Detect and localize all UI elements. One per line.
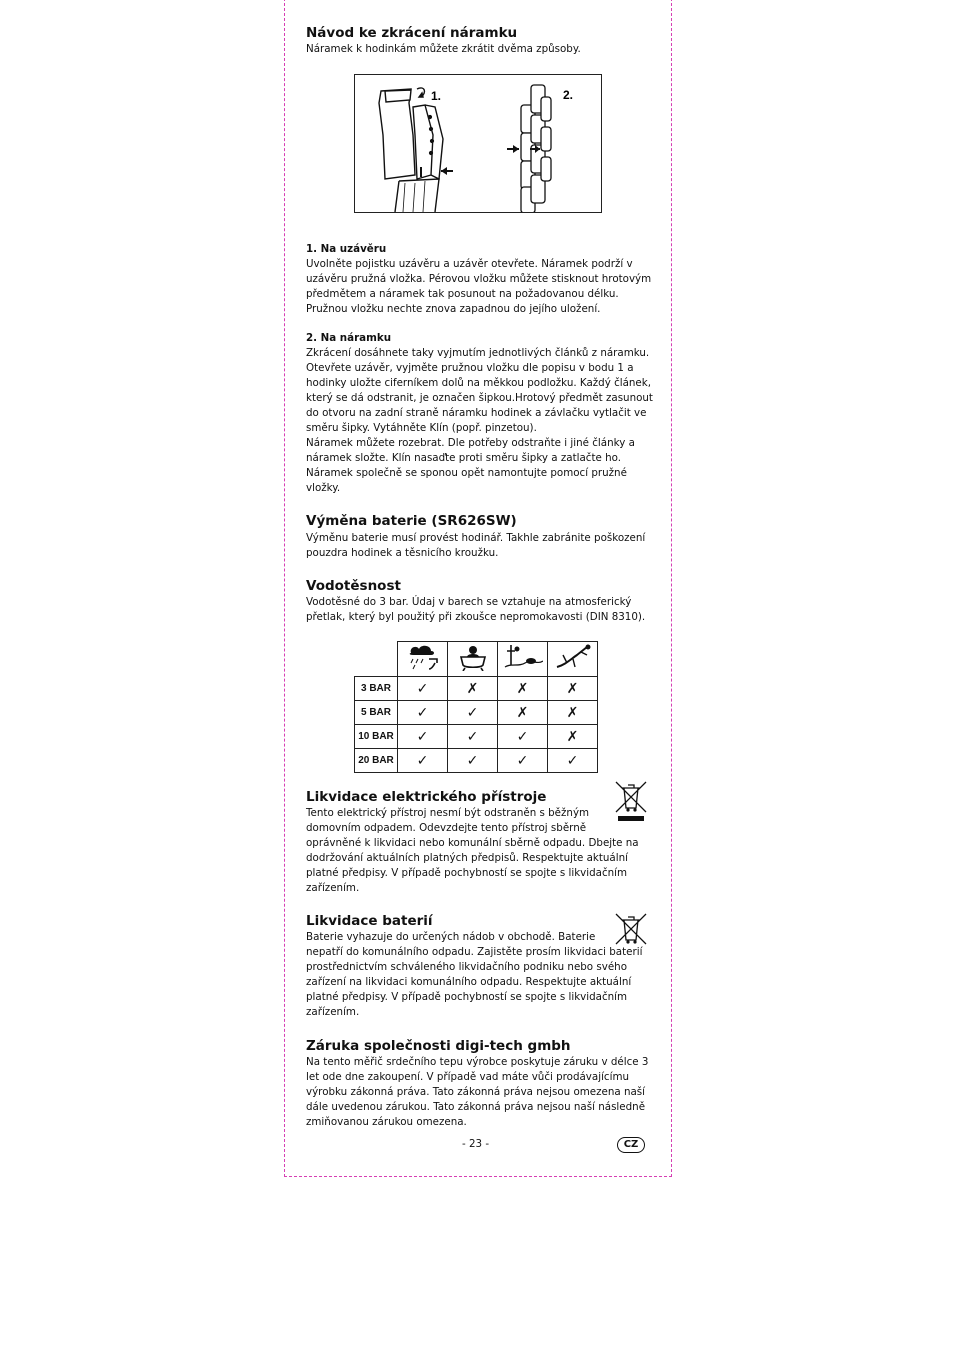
section-title-battery: Výměna baterie (SR626SW) xyxy=(306,513,517,529)
section-title-water-resistance: Vodotěsnost xyxy=(306,578,401,594)
section-body-battery-disposal: Baterie vyhazuje do určených nádob v obchodě. Baterie nepatří do komunálního odpadu. Zajistěte prosím likvidaci baterií prostřednictvím schváleného likvidačního podniku nebo svého zařízení na likvidaci komunálního odpadu. Respektujte aktuální platné předpisy. V případě pochybností se spojte s likvidačním zařízením. xyxy=(306,931,643,1018)
table-row: 5 BAR ✓ ✓ ✗ ✗ xyxy=(355,701,598,725)
table-row: 20 BAR ✓ ✓ ✓ ✓ xyxy=(355,749,598,773)
table-row: 10 BAR ✓ ✓ ✓ ✗ xyxy=(355,725,598,749)
subsection-body-clasp: Uvolněte pojistku uzávěru a uzávěr otevřete. Náramek podrží v uzávěru pružná vložka. Pérovou vložku můžete stisknout hrotovým předmětem a náramek tak posunout na požadovanou délku. Pružnou vložku nechte znova zapadnou do jejího uložení. xyxy=(306,258,652,315)
diving-icon xyxy=(548,642,598,677)
section-title-shorten-bracelet: Návod ke zkrácení náramku xyxy=(306,25,518,41)
bath-icon xyxy=(448,642,498,677)
swimming-icon xyxy=(498,642,548,677)
figure-label-2: 2. xyxy=(563,88,574,102)
section-title-battery-disposal: Likvidace baterií xyxy=(306,913,433,929)
section-body-battery: Výměnu baterie musí provést hodinář. Takhle zabránite poškození pouzdra hodinek a těsnicího kroužku. xyxy=(306,532,646,559)
subsection-body-bracelet: Zkrácení dosáhnete taky vyjmutím jednotlivých článků z náramku. Otevřete uzávěr, vyjměte pružnou vložku dle popisu v bodu 1 a hodinky uložte ciferníkem dolů na měkkou podložku. Každý článek, který se dá odstranit, je označen šipkou.Hrotový předmět zasunout do otvoru na zadní straně náramku hodinek a závlačku vytlačit ve směru šipky. Vytáhněte Klín (popř. pinzetou). Náramek můžete rozebrat. Dle potřeby odstraňte i jiné články a náramek složte. Klín nasaďte proti směru šipky a zatlačte ho. Náramek společně se sponou opět namontujte pomocí pružné vložky. xyxy=(306,347,653,494)
section-body-warranty: Na tento měřič srdečního tepu výrobce poskytuje záruku v délce 3 let ode dne zakoupení. V případě vad máte vůči prodávajícímu výrobku zákonná práva. Tato zákonná práva nejsou omezena naší dále uvedenou zárukou. Tato zákonná práva nejsou naší následně zmiňovanou zárukou omezena. xyxy=(306,1056,649,1128)
page-number: - 23 - xyxy=(462,1138,490,1150)
section-title-warranty: Záruka společnosti digi-tech gmbh xyxy=(306,1038,571,1054)
bracelet-diagram-svg xyxy=(355,75,601,212)
language-badge: CZ xyxy=(617,1137,645,1153)
section-body-electrical-disposal: Tento elektrický přístroj nesmí být odstraněn s běžným domovním odpadem. Odevzdejte tento přístroj sběrně oprávněné k likvidaci nebo komunální sběrně odpadu. Dbejte na dodržování aktuálních platných předpisů. Respektujte aktuální platné předpisy. V případě pochybností se spojte s likvidačním zařízením. xyxy=(306,807,639,894)
table-icon-row xyxy=(355,642,598,677)
figure-label-1: 1. xyxy=(431,89,442,103)
subsection-title-bracelet: 2. Na náramku xyxy=(306,332,392,344)
table-row: 3 BAR ✓ ✗ ✗ ✗ xyxy=(355,677,598,701)
section-title-electrical-disposal: Likvidace elektrického přístroje xyxy=(306,789,547,805)
bracelet-shortening-illustration xyxy=(354,74,602,213)
rain-splash-icon xyxy=(398,642,448,677)
subsection-title-clasp: 1. Na uzávěru xyxy=(306,243,387,255)
section-intro: Náramek k hodinkám můžete zkrátit dvěma způsoby. xyxy=(306,43,581,55)
section-body-water-resistance: Vodotěsné do 3 bar. Údaj v barech se vztahuje na atmosferický přetlak, který byl použitý při zkoušce nepromokavosti (DIN 8310). xyxy=(306,596,646,623)
water-resistance-table xyxy=(354,641,598,773)
